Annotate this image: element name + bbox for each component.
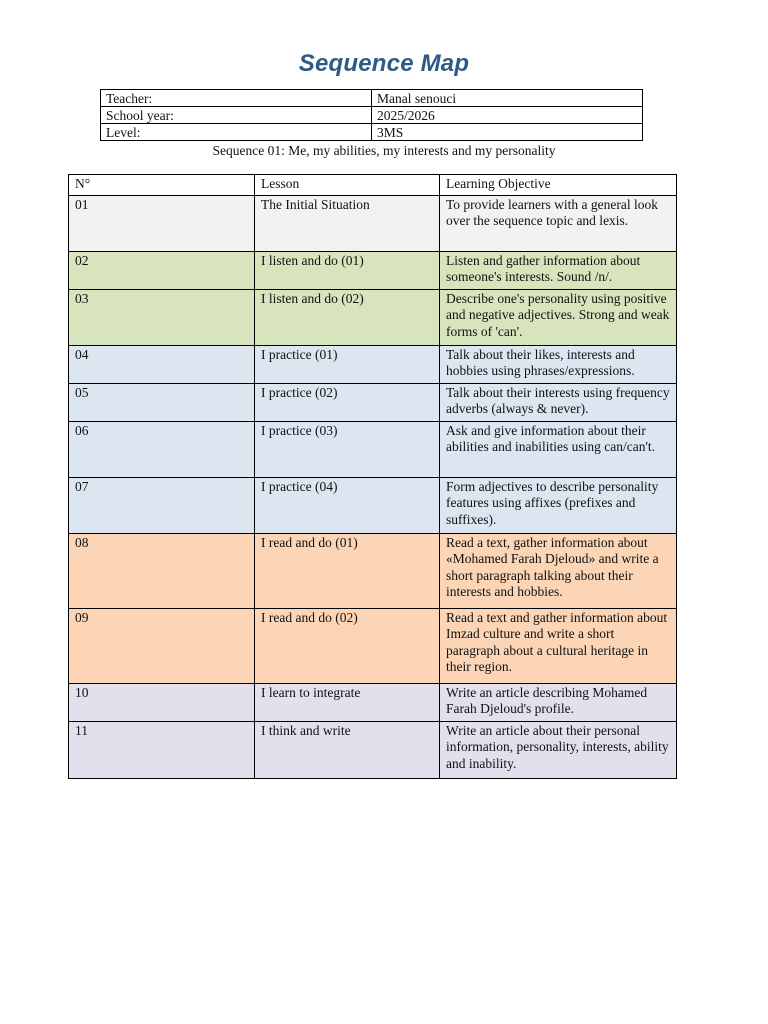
info-label: School year:	[101, 107, 372, 124]
lesson-row	[69, 289, 677, 345]
lesson-objective: Write an article about their personal information, personality, interests, ability and inability.	[440, 721, 677, 778]
lesson-number: 07	[69, 477, 255, 533]
lesson-title: I learn to integrate	[255, 683, 440, 721]
lesson-row	[69, 683, 677, 721]
lesson-title: I listen and do (02)	[255, 289, 440, 345]
lesson-objective: Describe one's personality using positive and negative adjectives. Strong and weak forms of 'can'.	[440, 289, 677, 345]
lesson-objective: Read a text, gather information about «Mohamed Farah Djeloud» and write a short paragraph talking about their interests and hobbies.	[440, 533, 677, 608]
info-value: Manal senouci	[372, 90, 643, 107]
lesson-number: 04	[69, 345, 255, 383]
lesson-objective: Ask and give information about their abilities and inabilities using can/can't.	[440, 421, 677, 477]
lesson-row	[69, 608, 677, 683]
lesson-objective: Form adjectives to describe personality features using affixes (prefixes and suffixes).	[440, 477, 677, 533]
lesson-objective: To provide learners with a general look over the sequence topic and lexis.	[440, 195, 677, 251]
lesson-row	[69, 345, 677, 383]
lesson-title: I read and do (01)	[255, 533, 440, 608]
lessons-table	[68, 174, 677, 779]
page-title: Sequence Map	[298, 50, 470, 77]
lesson-number: 08	[69, 533, 255, 608]
lesson-number: 06	[69, 421, 255, 477]
info-table	[100, 89, 643, 141]
info-value: 3MS	[372, 124, 643, 141]
lesson-objective: Listen and gather information about someone's interests. Sound /n/.	[440, 251, 677, 289]
lessons-table-body	[69, 195, 677, 778]
lesson-row	[69, 533, 677, 608]
lesson-title: I think and write	[255, 721, 440, 778]
info-row	[101, 124, 643, 141]
lesson-number: 09	[69, 608, 255, 683]
lesson-title: I practice (02)	[255, 383, 440, 421]
lesson-title: I listen and do (01)	[255, 251, 440, 289]
lesson-objective: Talk about their likes, interests and hobbies using phrases/expressions.	[440, 345, 677, 383]
lesson-number: 01	[69, 195, 255, 251]
lesson-title: I read and do (02)	[255, 608, 440, 683]
lesson-objective: Talk about their interests using frequency adverbs (always & never).	[440, 383, 677, 421]
info-row	[101, 90, 643, 107]
lesson-number: 03	[69, 289, 255, 345]
lesson-title: I practice (01)	[255, 345, 440, 383]
lesson-row	[69, 477, 677, 533]
lesson-row	[69, 195, 677, 251]
lesson-objective: Write an article describing Mohamed Farah Djeloud's profile.	[440, 683, 677, 721]
info-label: Teacher:	[101, 90, 372, 107]
lesson-objective: Read a text and gather information about Imzad culture and write a short paragraph about a cultural heritage in their region.	[440, 608, 677, 683]
info-value: 2025/2026	[372, 107, 643, 124]
lesson-row	[69, 721, 677, 778]
lesson-row	[69, 251, 677, 289]
sequence-caption: Sequence 01: Me, my abilities, my interests and my personality	[212, 143, 556, 158]
lesson-number: 05	[69, 383, 255, 421]
lesson-number: 10	[69, 683, 255, 721]
lesson-number: 11	[69, 721, 255, 778]
lesson-title: The Initial Situation	[255, 195, 440, 251]
info-label: Level:	[101, 124, 372, 141]
lessons-header-row	[69, 175, 677, 196]
lesson-number: 02	[69, 251, 255, 289]
lesson-row	[69, 383, 677, 421]
info-row	[101, 107, 643, 124]
header-objective: Learning Objective	[440, 175, 677, 196]
header-number: N°	[69, 175, 255, 196]
lesson-title: I practice (03)	[255, 421, 440, 477]
info-table-body	[101, 90, 643, 141]
lesson-title: I practice (04)	[255, 477, 440, 533]
lesson-row	[69, 421, 677, 477]
header-lesson: Lesson	[255, 175, 440, 196]
